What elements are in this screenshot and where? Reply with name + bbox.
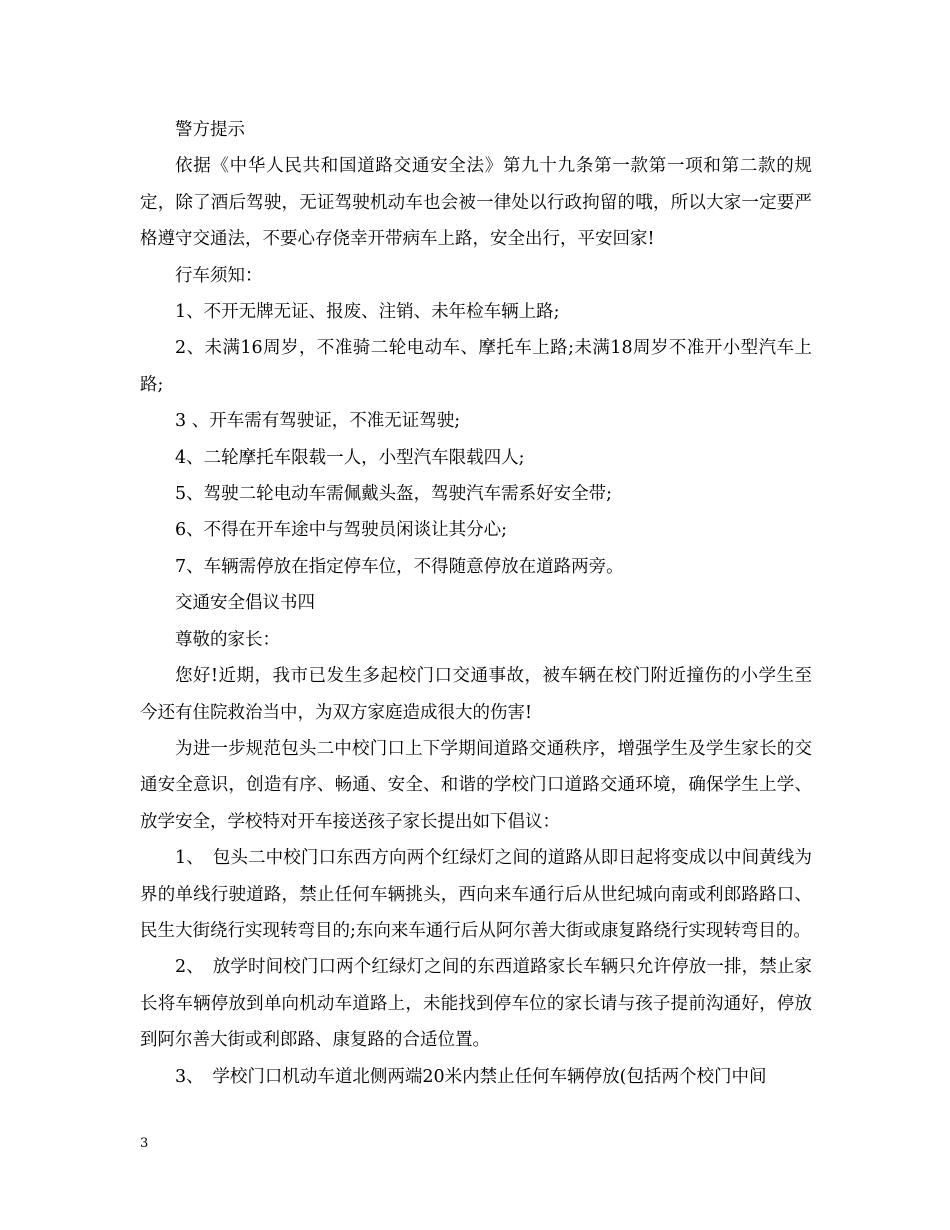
paragraph-proposal-2: 2、 放学时间校门口两个红绿灯之间的东西道路家长车辆只允许停放一排，禁止家长将车辆停放到单向机动车道路上，未能找到停车位的家长请与孩子提前沟通好，停放到阿尔善大街或利郎路、康复路的合适位置。 (140, 957, 812, 1051)
paragraph-purpose: 为进一步规范包头二中校门口上下学期间道路交通秩序，增强学生及学生家长的交通安全意识，创造有序、畅通、安全、和谐的学校门口道路交通环境，确保学生上学、放学安全，学校特对开车接送孩子家长提出如下倡议： (140, 738, 812, 832)
paragraph-proposal-3: 3、 学校门口机动车道北侧两端20米内禁止任何车辆停放(包括两个校门中间 (175, 1066, 767, 1087)
paragraph-rule-3: 3 、开车需有驾驶证，不准无证驾驶; (175, 411, 461, 432)
paragraph-rule-1: 1、不开无牌无证、报废、注销、未年检车辆上路; (175, 302, 560, 323)
document-body (140, 112, 812, 1095)
paragraph-section-title: 交通安全倡议书四 (175, 593, 315, 614)
paragraph-rule-2: 2、未满16周岁，不准骑二轮电动车、摩托车上路;未满18周岁不准开小型汽车上路; (140, 338, 812, 395)
paragraph-driving-rules-heading: 行车须知： (175, 265, 263, 286)
paragraph-law-basis: 依据《中华人民共和国道路交通安全法》第九十九条第一款第一项和第二款的规定，除了酒后驾驶，无证驾驶机动车也会被一律处以行政拘留的哦，所以大家一定要严格遵守交通法，不要心存侥幸开带病车上路，安全出行，平安回家! (140, 156, 812, 250)
paragraph-rule-4: 4、二轮摩托车限载一人，小型汽车限载四人; (175, 447, 525, 468)
paragraph-police-notice-heading: 警方提示 (175, 120, 245, 140)
page-number: 3 (140, 1136, 149, 1151)
paragraph-rule-5: 5、驾驶二轮电动车需佩戴头盔，驾驶汽车需系好安全带; (175, 484, 613, 505)
paragraph-salutation: 尊敬的家长： (175, 629, 280, 650)
paragraph-proposal-1: 1、 包头二中校门口东西方向两个红绿灯之间的道路从即日起将变成以中间黄线为界的单线行驶道路，禁止任何车辆挑头，西向来车通行后从世纪城向南或利郎路路口、民生大街绕行实现转弯目的;东向来车通行后从阿尔善大街或康复路绕行实现转弯目的。 (140, 848, 812, 941)
paragraph-incident-intro: 您好!近期，我市已发生多起校门口交通事故，被车辆在校门附近撞伤的小学生至今还有住院救治当中，为双方家庭造成很大的伤害! (140, 666, 812, 723)
paragraph-rule-6: 6、不得在开车途中与驾驶员闲谈让其分心; (175, 520, 508, 541)
paragraph-rule-7: 7、车辆需停放在指定停车位，不得随意停放在道路两旁。 (175, 556, 624, 577)
